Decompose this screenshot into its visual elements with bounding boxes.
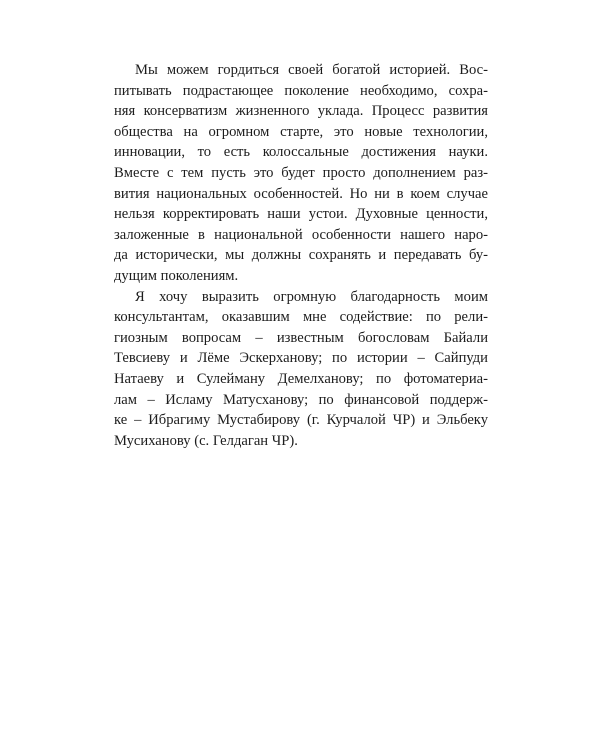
text-line: лам – Исламу Матусханову; по финансовой поддерж- [114, 391, 488, 408]
text-line: вития национальных особенностей. Но ни в коем случае [114, 185, 488, 202]
text-line: консультантам, оказавшим мне содействие: по рели- [114, 309, 488, 326]
text-line: да исторически, мы должны сохранять и передавать бу- [114, 247, 488, 264]
text-line: гиозным вопросам – известным богословам Байали [114, 329, 488, 346]
text-line: Я хочу выразить огромную благодарность моим [135, 288, 488, 305]
text-line: Вместе с тем пусть это будет просто дополнением раз- [114, 164, 488, 181]
text-line: нельзя корректировать наши устои. Духовные ценности, [114, 206, 488, 223]
text-line: Мы можем гордиться своей богатой историей. Вос- [135, 62, 488, 78]
paragraph-heritage [114, 60, 488, 287]
text-line: инновации, то есть колоссальные достижения науки. [114, 144, 488, 161]
text-line: питывать подрастающее поколение необходимо, сохра- [114, 82, 488, 99]
text-line: дущим поколениям. [114, 267, 239, 284]
text-line: Тевсиеву и Лёме Эскерханову; по истории – Сайпуди [114, 350, 488, 367]
text-line: заложенные в национальной особенности нашего наро- [114, 226, 488, 243]
paragraph-acknowledgements [114, 287, 488, 452]
text-line: Натаеву и Сулейману Демелханову; по фотоматериа- [114, 370, 488, 387]
text-line: Мусиханову (с. Гелдаган ЧР). [114, 432, 298, 449]
text-line: ке – Ибрагиму Мустабирову (г. Курчалой ЧР) и Эльбеку [114, 412, 488, 429]
body-text [114, 60, 488, 451]
text-line: общества на огромном старте, это новые технологии, [114, 123, 488, 140]
text-line: няя консерватизм жизненного уклада. Процесс развития [114, 103, 488, 120]
